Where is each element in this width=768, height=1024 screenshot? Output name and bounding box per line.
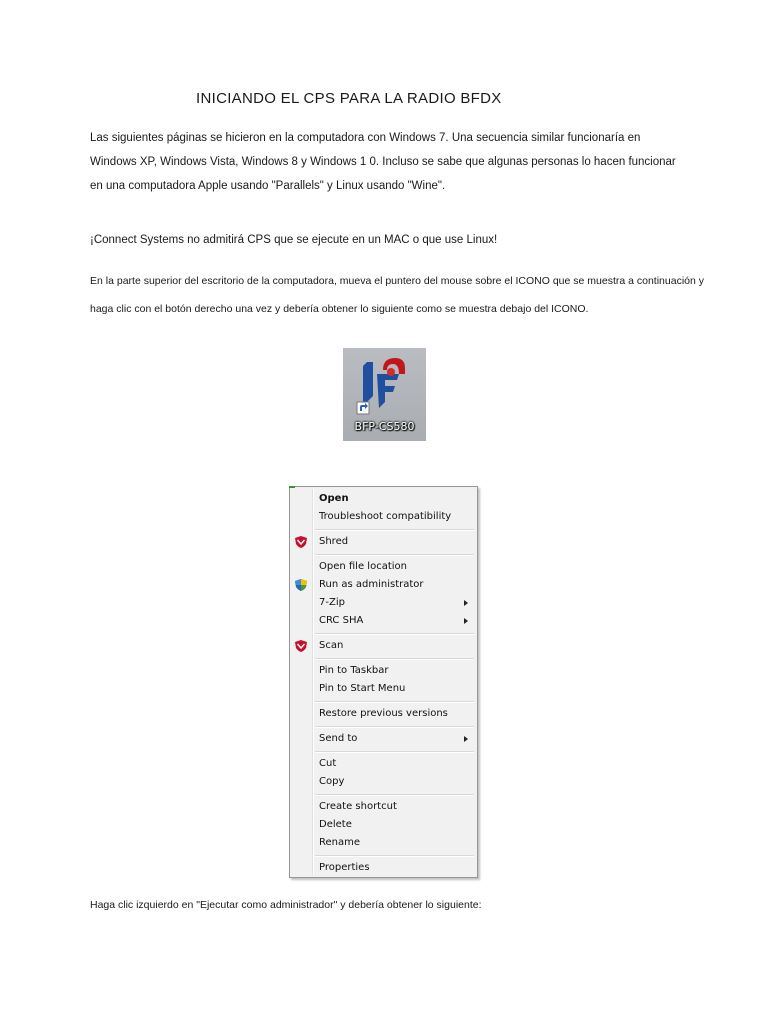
menu-item-troubleshoot-compatibility[interactable]: Troubleshoot compatibility [319,511,452,522]
menu-item-restore-previous-versions[interactable]: Restore previous versions [319,708,448,719]
bfdx-app-icon [353,356,415,418]
menu-item-send-to[interactable]: Send to [319,733,358,744]
submenu-arrow-icon [464,600,468,606]
menu-item-crc-sha[interactable]: CRC SHA [319,615,364,626]
menu-item-rename[interactable]: Rename [319,837,361,848]
menu-item-scan[interactable]: Scan [319,640,344,651]
desktop-icon-label: BFP-CS580 [354,420,415,433]
mcafee-shield-icon [294,535,308,549]
mcafee-shield-icon [294,639,308,653]
menu-separator [315,658,474,660]
menu-item-shred[interactable]: Shred [319,536,349,547]
menu-separator [315,633,474,635]
menu-item-cut[interactable]: Cut [319,758,337,769]
menu-item-open-file-location[interactable]: Open file location [319,561,407,572]
menu-item-7-zip[interactable]: 7-Zip [319,597,345,608]
menu-separator [315,794,474,796]
menu-separator [315,554,474,556]
menu-item-pin-to-start-menu[interactable]: Pin to Start Menu [319,683,406,694]
intro-paragraph: Las siguientes páginas se hicieron en la computadora con Windows 7. Una secuencia similar funcionaría en Windows XP, Windows Vista, Windows 8 y Windows 1 0. Incluso se sabe que algunas personas lo hacen funcionar en una computadora Apple usando "Parallels" y Linux usando "Wine". [90,132,676,192]
submenu-arrow-icon [464,736,468,742]
menu-item-copy[interactable]: Copy [319,776,345,787]
menu-separator [315,751,474,753]
instruction-paragraph: En la parte superior del escritorio de la computadora, mueva el puntero del mouse sobre el ICONO que se muestra a continuación y haga clic con el botón derecho una vez y debería obtener lo siguiente como se muestra debajo del ICONO. [90,275,704,315]
page-title: INICIANDO EL CPS PARA LA RADIO BFDX [196,90,502,107]
context-menu [289,486,478,878]
menu-item-properties[interactable]: Properties [319,862,370,873]
followup-paragraph: Haga clic izquierdo en "Ejecutar como administrador" y debería obtener lo siguiente: [90,899,482,911]
menu-item-pin-to-taskbar[interactable]: Pin to Taskbar [319,665,389,676]
menu-separator [315,726,474,728]
focus-corner [289,486,295,488]
menu-item-run-as-administrator[interactable]: Run as administrator [319,579,424,590]
menu-item-create-shortcut[interactable]: Create shortcut [319,801,397,812]
submenu-arrow-icon [464,618,468,624]
uac-shield-icon [294,578,308,592]
menu-separator [315,701,474,703]
menu-separator [315,529,474,531]
menu-item-delete[interactable]: Delete [319,819,352,830]
desktop-icon-bfp-cs580[interactable] [343,348,426,441]
warning-paragraph: ¡Connect Systems no admitirá CPS que se ejecute en un MAC o que use Linux! [90,234,498,246]
menu-separator [315,855,474,857]
menu-item-open[interactable]: Open [319,493,349,504]
